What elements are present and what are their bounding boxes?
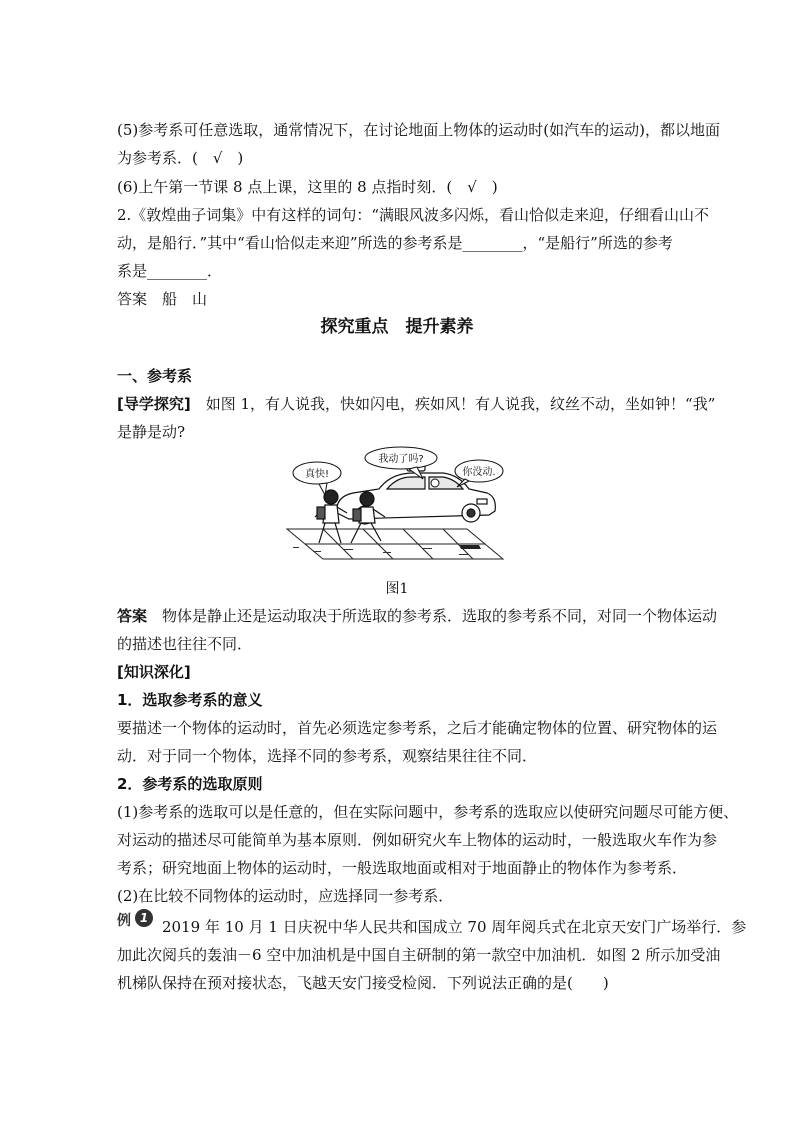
text-line: 加此次阅兵的轰油－6 空中加油机是中国自主研制的第一款空中加油机．如图 2 所示加受油 <box>117 946 721 964</box>
answer-line: 答案 船 山 <box>117 290 208 308</box>
text-line: 2019 年 10 月 1 日庆祝中华人民共和国成立 70 周年阅兵式在北京天安门广场举行．参 <box>162 918 747 936</box>
text-line: 对运动的描述尽可能简单为基本原则．例如研究火车上物体的运动时，一般选取火车作为参 <box>117 831 718 849</box>
bubble-left-text: 真快! <box>304 469 330 480</box>
text-line: 要描述一个物体的运动时，首先必须选定参考系，之后才能确定物体的位置、研究物体的运 <box>117 719 718 737</box>
text-span: 如图 1，有人说我，快如闪电，疾如风！有人说我，纹丝不动，坐如钟！“我” <box>190 395 716 413</box>
tag-label: [导学探究] <box>117 395 191 413</box>
bubble-middle-text: 我动了吗? <box>378 454 424 465</box>
example-number-icon: 1 <box>135 909 153 927</box>
answer-line <box>117 606 717 626</box>
subheading: 2．参考系的选取原则 <box>117 775 263 793</box>
text-line: 是静是动? <box>117 423 186 441</box>
text-line: 2.《敦煌曲子词集》中有这样的词句：“满眼风波多闪烁，看山恰似走来迎，仔细看山山不 <box>117 206 709 224</box>
subheading: 1．选取参考系的意义 <box>117 691 263 709</box>
figure-caption: 图1 <box>385 581 409 597</box>
text-line: (1)参考系的选取可以是任意的，但在实际问题中，参考系的选取应以使研究问题尽可能方便、 <box>117 803 739 821</box>
text-line: 动．对于同一个物体，选择不同的参考系，观察结果往往不同． <box>117 747 538 765</box>
section-heading: 一、参考系 <box>117 367 193 385</box>
figure-1-illustration <box>283 443 507 571</box>
text-line: (5)参考系可任意选取，通常情况下，在讨论地面上物体的运动时(如汽车的运动)，都以地面 <box>117 121 720 139</box>
text-line: 的描述也往往不同． <box>117 635 253 653</box>
text-span: 物体是静止还是运动取决于所选取的参考系．选取的参考系不同，对同一个物体运动 <box>147 607 718 625</box>
text-line: 为参考系．( √ ) <box>117 149 244 167</box>
text-line <box>117 394 715 414</box>
example-badge <box>117 909 155 931</box>
text-line: (6)上午第一节课 8 点上课，这里的 8 点指时刻．( √ ) <box>117 178 498 196</box>
bubble-right-text: 你没动. <box>462 467 496 478</box>
answer-label: 答案 <box>117 607 148 625</box>
section-title: 探究重点 提升素养 <box>320 317 474 337</box>
text-line: 考系；研究地面上物体的运动时，一般选取地面或相对于地面静止的物体作为参考系． <box>117 859 688 877</box>
text-line: 系是________． <box>117 262 223 280</box>
example-label: 例 <box>117 913 131 929</box>
section-tag: [知识深化] <box>117 663 191 681</box>
text-line: 机梯队保持在预对接状态，飞越天安门接受检阅．下列说法正确的是( ) <box>117 974 609 992</box>
text-line: (2)在比较不同物体的运动时，应选择同一参考系． <box>117 887 454 905</box>
text-line: 动，是船行．”其中“看山恰似走来迎”所选的参考系是________，“是船行”所选的参考 <box>117 234 673 252</box>
